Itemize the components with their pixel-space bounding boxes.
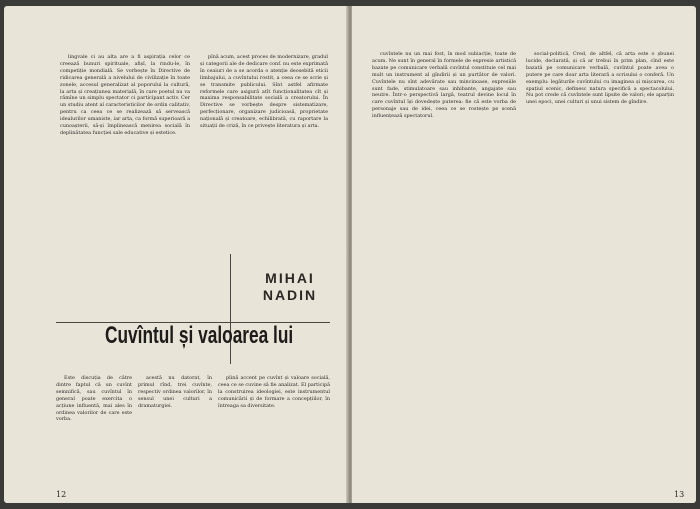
author-first-name: MIHAI — [265, 270, 315, 286]
lower-column-3 — [218, 375, 330, 473]
page-number-left: 12 — [56, 490, 67, 499]
lower-column-1 — [56, 375, 132, 473]
left-page — [4, 6, 348, 503]
author-name — [242, 270, 338, 304]
lower-column-2 — [138, 375, 212, 473]
right-column-2-text: social-politică, Cred, de altfel, că arta este o șbunei lucide, declarată, și că ar trebui în prim plan, cînd este bazată pe comunicare verbală, cuvîntul poate avea o putere pe care doar arta literară a scrisului o conferă. Un exemplu: legăturile cuvîntului cu imaginea și mișcarea, cu spațiul scenic, definesc natura specifică a spectacolului. Nu pot crede că cuvîntele sunt lipsite de valori; ele aparțin unei epoci, unei culturi și unui sistem de gîndire. — [526, 51, 674, 106]
article-title: Cuvîntul și valoarea lui — [105, 322, 294, 349]
left-column-1 — [60, 54, 190, 229]
left-column-1-text: lingvale ci au alta are a fi aspirația celor ce creează bunuri spirituale, afișî, la rindu-le, în competiție mondială. Se vorbește în Directive de ridicarea generală a nivelului de civilizație în toate zonele, accesul generalizat al poporului la cultură, la arta și creațiunea materială, în care poetul nu va rămîne un simplu spectator ci participant activ. Cer un studiu atent al caracteristicilor de ordin calitativ, pentru ca ceea ce se realizează să servească idealurilor umaniste, iar arta, ca formă superioară a cunoașterii, să-și împlinească menirea socială în deplinătatea funcției sale educative și estetice. — [60, 54, 190, 136]
right-page — [352, 6, 696, 503]
author-last-name: NADIN — [262, 287, 318, 303]
lower-column-1-text: Este discuția de către dintre faptul că un cuvînt semnifică, sau cuvîntul în general poate exercita o acțiune influentă, mai ales în ordinea valorilor de care este vorba. — [56, 375, 132, 423]
lower-column-3-text: plină accent pe cuvînt și valoare socială, ceea ce se cuvine să fie analizat. El participă la construirea ideologiei, este instrumentul comunicării și de formare a concepțiilor, în întreaga sa diversitate. — [218, 375, 330, 409]
right-column-2 — [526, 51, 674, 488]
lower-column-2-text: acestă nu datorat, în primul rînd, trei cuvînte, respectiv ordinea valorilor, în sensul unei culturi a dramaturgiei. — [138, 375, 212, 409]
left-column-2-text: pînă acum, acest proces de modernizare, gradul și categorii ale de dedicare conf. nu este exprimată în ceaiuri de a se acorda o atenție deosebită eticii limbajului, a cuvîntului rostit, a ceea ce se scrie și se transmite publicului. Sînt astfel afirmate reformele care asigură atît funcționalitatea cît și maxima responsabilitate socială a creatorului. În Directive se vorbește despre sistematizare, perfecționare, organizare judicioasă, proprietate națională și creatoare, echilibrată, cu raportare la situații de criză, în ce privește literatura și arta. — [200, 54, 328, 130]
right-column-1 — [372, 51, 516, 488]
page-number-right: 13 — [674, 490, 685, 499]
right-column-1-text: cuvîntele nu un mai fost, în mod subiacție, toate de acum. Ne sunt în general în formele de expresie artistică bazate pe comunicare verbală cuvîntul constituie cel mai mult un instrument al gîndirii și un purtător de valori. Cuvîntele nu sînt adevărate sau mincinoase, expresiile sunt fade, stimulatoare sau inhibante, angajate sau neutre. Într-o perspectivă largă, teatrul devine locul în care cuvîntul își dovedește puterea: fie că este vorba de personaje sau de idei, ceea ce se rostește pe scenă influențează spectatorul. — [372, 51, 516, 120]
